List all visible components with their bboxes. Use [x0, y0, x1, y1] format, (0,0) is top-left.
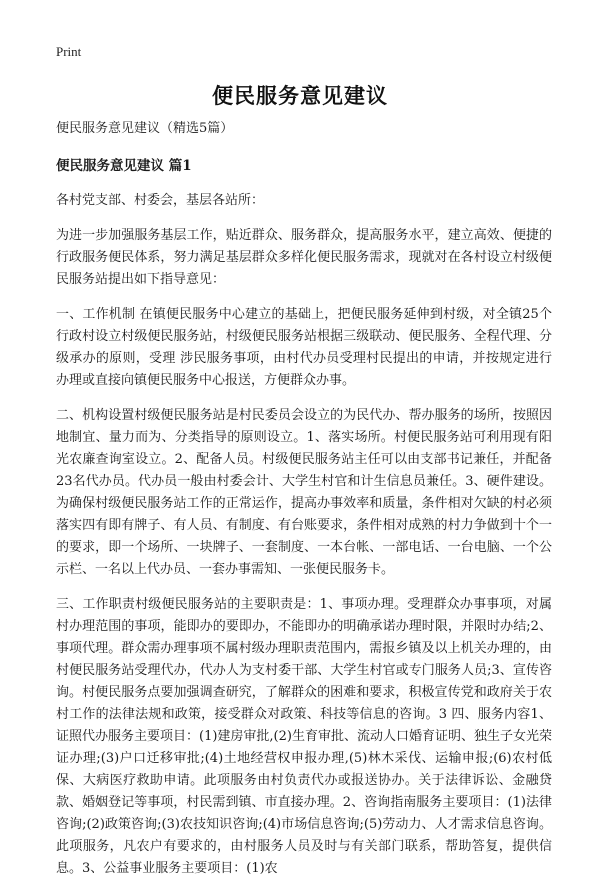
paragraph-work-mechanism: 一、工作机制 在镇便民服务中心建立的基础上，把便民服务延伸到村级，对全镇25个行政村设立村级便民服务站，村级便民服务站根据三级联动、便民服务、全程代理、分级承办的原则，受理 涉民服务事项，由村代办员受理村民提出的申请，并按规定进行办理或直接向镇便民服务中心报送，方便群众办事。 [56, 307, 552, 388]
document-subtitle: 便民服务意见建议（精选5篇） [56, 121, 234, 136]
page-title: 便民服务意见建议 [212, 84, 388, 108]
section-heading: 便民服务意见建议 篇1 [56, 158, 192, 174]
paragraph-organization: 二、机构设置村级便民服务站是村民委员会设立的为民代办、帮办服务的场所，按照因地制宜、量力而为、分类指导的原则设立。1、落实场所。村便民服务站可利用现有阳光农廉查询室设立。2、配备人员。村级便民服务站主任可以由支部书记兼任，并配备23名代办员。代办员一般由村委会计、大学生村官和计生信息员兼任。3、硬件建设。为确保村级便民服务站工作的正常运作，提高办事效率和质量，条件相对欠缺的村必须落实四有即有牌子、有人员、有制度、有台账要求，条件相对成熟的村力争做到十个一的要求，即一个场所、一块牌子、一套制度、一本台帐、一部电话、一台电脑、一个公示栏、一名以上代办员、一套办事需知、一张便民服务卡。 [56, 408, 552, 577]
paragraph-salutation: 各村党支部、村委会，基层各站所： [56, 193, 265, 208]
paragraph-duties: 三、工作职责村级便民服务站的主要职责是：1、事项办理。受理群众办事事项，对属村办理范围的事项，能即办的要即办，不能即办的明确承诺办理时限，并限时办结;2、事项代理。群众需办理事项不属村级办理职责范围内，需报乡镇及以上机关办理的，由村便民服务站受理代办，代办人为支村委干部、大学生村官或专门服务人员;3、宣传咨询。村便民服务点要加强调查研究，了解群众的困难和要求，积极宣传党和政府关于农村工作的法律法规和政策，接受群众对政策、科技等信息的咨询。3 四、服务内容1、证照代办服务主要项目：(1)建房审批,(2)生育审批、流动人口婚育证明、独生子女光荣证办理;(3)户口迁移审批;(4)土地经营权申报办理,(5)林木采伐、运输申报;(6)农村低保、大病医疗救助申请。此项服务由村负责代办或报送协办。关于法律诉讼、金融贷款、婚姻登记等事项，村民需到镇、市直接办理。2、咨询指南服务主要项目：(1)法律咨询;(2)政策咨询;(3)农技知识咨询;(4)市场信息咨询;(5)劳动力、人才需求信息咨询。此项服务，凡农户有要求的，由村服务人员及时与有关部门联系，帮助答复，提供信息。3、公益事业服务主要项目：(1)农 [56, 597, 552, 876]
paragraph-intro: 为进一步加强服务基层工作，贴近群众、服务群众，提高服务水平，建立高效、便捷的行政服务便民体系，努力满足基层群众多样化便民服务需求，现就对在各村设立村级便民服务站提出如下指导意见： [56, 228, 552, 287]
document-body [56, 118, 552, 893]
print-link[interactable]: Print [56, 44, 82, 59]
